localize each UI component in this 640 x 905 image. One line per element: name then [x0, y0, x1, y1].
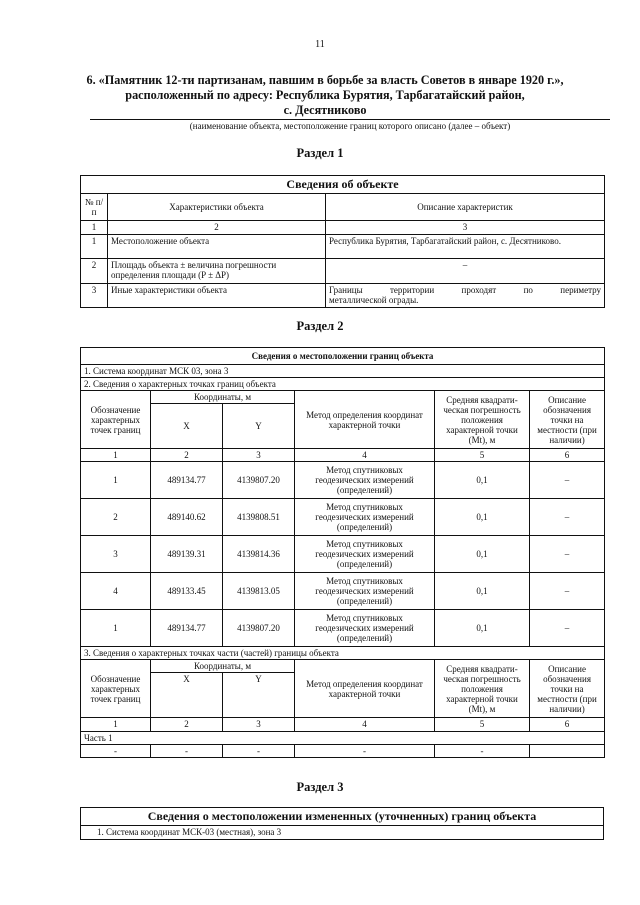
changed-boundaries-table: [80, 807, 604, 840]
header-designation: Обозначение характерных точек границ: [81, 660, 151, 718]
col-number-4: 4: [295, 449, 435, 462]
row-description-line-1: Границы территории проходят по периметру: [329, 284, 602, 295]
header-point-description: Описание обозначения точки на местности (при наличии): [530, 660, 605, 718]
row-description: Республика Бурятия, Тарбагатайский район, с. Десятниково.: [326, 234, 605, 258]
table-row: [81, 744, 605, 757]
title-underline: [90, 119, 610, 120]
point-description: –: [530, 462, 605, 499]
point-error: 0,1: [435, 536, 530, 573]
table-row: [81, 499, 605, 536]
point-y: 4139808.51: [223, 499, 295, 536]
point-x: 489140.62: [151, 499, 223, 536]
section-2-heading: Раздел 2: [296, 319, 344, 333]
point-method: Метод спутниковых геодезических измерений (определений): [295, 536, 435, 573]
part-cell: -: [223, 744, 295, 757]
header-num: № п/п: [81, 194, 108, 221]
col-number-2: 2: [151, 449, 223, 462]
point-x: 489139.31: [151, 536, 223, 573]
row-description-line-2: металлической ограды.: [329, 294, 419, 305]
header-y: Y: [223, 673, 295, 718]
header-error: Средняя квадрати-ческая погрешность положения характерной точки (Mt), м: [435, 660, 530, 718]
point-method: Метод спутниковых геодезических измерений (определений): [295, 462, 435, 499]
col-number-3: 3: [223, 718, 295, 731]
point-method: Метод спутниковых геодезических измерений (определений): [295, 610, 435, 647]
table-row: [81, 536, 605, 573]
point-y: 4139813.05: [223, 573, 295, 610]
subsection-2-title: 2. Сведения о характерных точках границ объекта: [81, 378, 605, 391]
header-designation: Обозначение характерных точек границ: [81, 391, 151, 449]
point-description: –: [530, 610, 605, 647]
part-cell: -: [435, 744, 530, 757]
point-x: 489134.77: [151, 462, 223, 499]
header-description: Описание характеристик: [326, 194, 605, 221]
section-1-heading: Раздел 1: [296, 146, 344, 160]
table-row: [81, 283, 605, 307]
point-id: 1: [81, 610, 151, 647]
row-description: –: [326, 258, 605, 283]
col-number-3: 3: [223, 449, 295, 462]
page-number: 11: [315, 39, 325, 50]
point-error: 0,1: [435, 499, 530, 536]
col-number-1: 1: [81, 718, 151, 731]
part-cell: -: [81, 744, 151, 757]
col-number-4: 4: [295, 718, 435, 731]
row-num: 3: [81, 283, 108, 307]
table-row: [81, 258, 605, 283]
col-number-5: 5: [435, 718, 530, 731]
table-row: [81, 573, 605, 610]
header-method: Метод определения координат характерной точки: [295, 660, 435, 718]
point-y: 4139814.36: [223, 536, 295, 573]
point-x: 489133.45: [151, 573, 223, 610]
point-method: Метод спутниковых геодезических измерений (определений): [295, 573, 435, 610]
row-num: 2: [81, 258, 108, 283]
row-characteristic: Иные характеристики объекта: [108, 283, 326, 307]
header-point-description: Описание обозначения точки на местности (при наличии): [530, 391, 605, 449]
part-label: Часть 1: [81, 731, 605, 744]
header-x: X: [151, 404, 223, 449]
header-y: Y: [223, 404, 295, 449]
object-info-table: [80, 175, 605, 308]
part-cell: [530, 744, 605, 757]
row-description: [326, 283, 605, 307]
title-line-2: расположенный по адресу: Республика Бурятия, Тарбагатайский район,: [125, 88, 525, 102]
point-description: –: [530, 536, 605, 573]
table-row: [81, 462, 605, 499]
point-y: 4139807.20: [223, 462, 295, 499]
col-number-2: 2: [108, 221, 326, 234]
header-error: Средняя квадрати-ческая погрешность положения характерной точки (Mt), м: [435, 391, 530, 449]
col-number-6: 6: [530, 449, 605, 462]
col-number-1: 1: [81, 221, 108, 234]
point-error: 0,1: [435, 573, 530, 610]
header-coordinates: Координаты, м: [151, 391, 295, 404]
boundary-table-title: Сведения о местоположении границ объекта: [81, 348, 605, 365]
part-cell: -: [151, 744, 223, 757]
coordinate-system: 1. Система координат МСК 03, зона 3: [81, 365, 605, 378]
changed-boundaries-table-title: Сведения о местоположении измененных (уточненных) границ объекта: [81, 808, 604, 826]
row-characteristic: Площадь объекта ± величина погрешности определения площади (P ± ΔP): [108, 258, 326, 283]
part-cell: -: [295, 744, 435, 757]
point-y: 4139807.20: [223, 610, 295, 647]
table-row: [81, 234, 605, 258]
point-error: 0,1: [435, 610, 530, 647]
section-3-heading: Раздел 3: [296, 780, 344, 794]
coordinate-system: 1. Система координат МСК-03 (местная), зона 3: [81, 826, 604, 839]
row-num: 1: [81, 234, 108, 258]
header-x: X: [151, 673, 223, 718]
point-id: 3: [81, 536, 151, 573]
subsection-3-title: 3. Сведения о характерных точках части (частей) границы объекта: [81, 647, 605, 660]
point-description: –: [530, 499, 605, 536]
point-id: 4: [81, 573, 151, 610]
col-number-3: 3: [326, 221, 605, 234]
header-method: Метод определения координат характерной точки: [295, 391, 435, 449]
table-row: [81, 610, 605, 647]
col-number-2: 2: [151, 718, 223, 731]
header-characteristic: Характеристики объекта: [108, 194, 326, 221]
point-method: Метод спутниковых геодезических измерений (определений): [295, 499, 435, 536]
point-x: 489134.77: [151, 610, 223, 647]
col-number-6: 6: [530, 718, 605, 731]
point-description: –: [530, 573, 605, 610]
document-title: [70, 73, 580, 118]
col-number-5: 5: [435, 449, 530, 462]
point-error: 0,1: [435, 462, 530, 499]
row-characteristic: Местоположение объекта: [108, 234, 326, 258]
title-caption: (наименование объекта, местоположение границ которого описано (далее – объект): [189, 121, 511, 131]
header-coordinates: Координаты, м: [151, 660, 295, 673]
title-line-3: с. Десятниково: [283, 103, 367, 117]
title-line-1: 6. «Памятник 12-ти партизанам, павшим в борьбе за власть Советов в январе 1920 г.»,: [86, 73, 564, 87]
object-info-table-title: Сведения об объекте: [81, 176, 605, 194]
col-number-1: 1: [81, 449, 151, 462]
boundary-points-table: [80, 347, 605, 758]
point-id: 1: [81, 462, 151, 499]
point-id: 2: [81, 499, 151, 536]
